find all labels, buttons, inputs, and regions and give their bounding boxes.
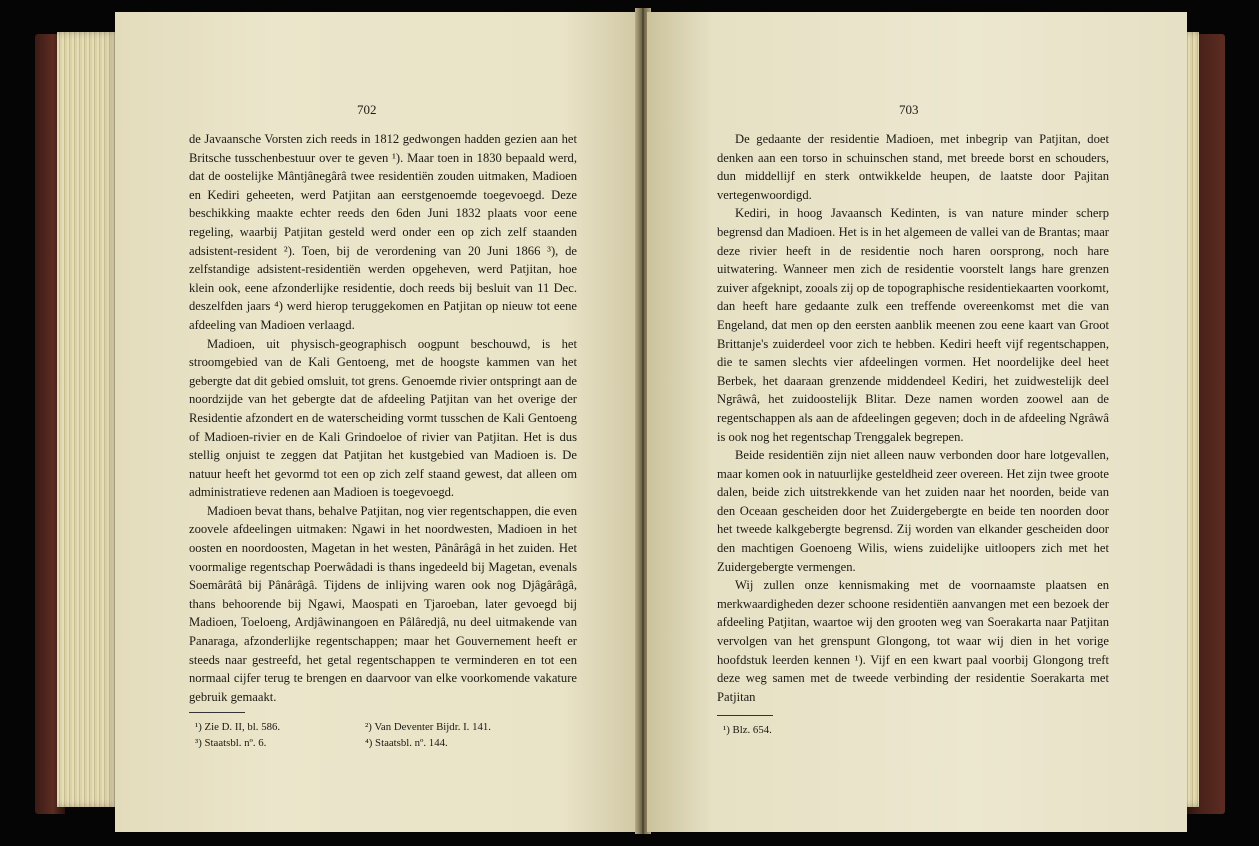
paragraph: De gedaante der residentie Madioen, met inbegrip van Patjitan, doet denken aan een torso in schuinschen stand, met breede borst en schouders, dun middellijf en sterk ontwikkelde heupen, de laatste door Pajitan vertegenwoordigd. [717,132,1109,202]
footnote-rule [189,712,245,713]
paragraph: Madioen, uit physisch-geographisch oogpunt beschouwd, is het stroomgebied van de Kali Gentoeng, met de hoogste kammen van het gebergte dat dit gebied omsluit, tot grens. Genoemde rivier ontspringt aan de noordzijde van het gebergte dat de afdeeling Patjitan van het overige der Residentie afzondert en de waterscheiding vormt tusschen de Kali Gentoeng of Madioen-rivier en de Kali Grindoeloe of rivier van Patjitan. Het is dus stellig onjuist te zeggen dat Patjitan het kustgebied van Madioen is. De natuur heeft het gevormd tot een op zich zelf staand gewest, dat alleen om administratieve redenen aan Madioen is toegevoegd. [189,336,577,500]
page-number: 703 [899,102,919,117]
footnote: ¹) Blz. 654. [723,724,772,736]
footnote: ³) Staatsbl. nº. 6. [195,737,267,749]
paragraph: Kediri, in hoog Javaansch Kedinten, is van nature minder scherp begrensd dan Madioen. Het is in het algemeen de vallei van de Brantas; maar deze rivier heeft in de residentie noch haren oorsprong, noch hare uitwatering. Wanneer men zich de residentie voorstelt langs hare grenzen zuiver afgeknipt, zooals zij op de topographische residentiekaarten voorkomt, dan heeft hare gedaante zulk een treffende overeenkomst met die van Engeland, dat men op den eersten aanblik meenen zou eene kaart van Groot Brittanje's zuiderdeel voor zich te hebben. Kediri heeft vijf regentschappen, die te samen slechts vier afdeelingen vormen. Het noordelijke deel heet Berbek, het daaraan grenzende middendeel Kediri, het zuidwestelijk deel Ngrâwâ, het zuidoostelijk Blitar. Deze namen worden zoowel aan de regentschappen als aan de afdeelingen gegeven; doch in de afdeeling Ngrâwâ is ook nog het regentschap Trenggalek begrepen. [717,206,1109,444]
page-number: 702 [357,102,377,117]
footnote: ⁴) Staatsbl. nº. 144. [365,737,448,749]
page-edges-left [57,32,119,807]
footnote: ¹) Zie D. II, bl. 586. [195,721,281,733]
right-page [647,12,1187,832]
body-text [189,130,577,706]
paragraph: Beide residentiën zijn niet alleen nauw verbonden door hare lotgevallen, maar komen ook in natuurlijke gesteldheid zeer overeen. Het zijn twee groote dalen, beide zich uitstrekkende van het zuiden naar het noorden, beide van den Oceaan gescheiden door het Zuidergebergte en beide ten noorden door het tweede kalkgebergte begrensd. Zij worden van elkander gescheiden door den machtigen Goenoeng Wilis, wiens zuidelijke uitloopers zich met het Zuidergebergte vermengen. [717,448,1109,574]
paragraph: Wij zullen onze kennismaking met de voornaamste plaatsen en merkwaardigheden dezer schoone residentiën aanvangen met een bezoek der afdeeling Patjitan, waartoe wij den grooten weg van Soerakarta naar Patjitan vervolgen van het grenspunt Glongong, tot waar wij dien in het vorige hoofdstuk leerden kennen ¹). Vijf en een kwart paal voorbij Glongong treft deze weg samen met de tweede verbinding der residentie Soerakarta met Patjitan [717,578,1109,704]
body-text [717,130,1109,706]
paragraph: Madioen bevat thans, behalve Patjitan, nog vier regentschappen, die even zoovele afdeelingen uitmaken: Ngawi in het noordwesten, Madioen in het oosten en noordoosten, Magetan in het westen, Pânârâgâ in het zuiden. Het voormalige regentschap Poerwâdadi is thans ingedeeld bij Magetan, evenals Soemârâtâ bij Pânârâgâ. Tijdens de inlijving waren ook nog Djâgârâgâ, thans behoorende bij Ngawi, Maospati en Tjaroeban, later gevoegd bij Madioen, Toeloeng, Ardjâwinangoen en Pâlâredjâ, nu deel uitmakende van Panaraga, afzonderlijke regentschappen; maar het Gouvernement heeft er steeds naar gestreefd, het getal regentschappen te verminderen en tot een normaal cijfer terug te brengen en daarvoor van elke voorkomende vakature gebruik gemaakt. [189,503,577,704]
open-book [35,4,1225,840]
footnote: ²) Van Deventer Bijdr. I. 141. [365,721,491,733]
paragraph: de Javaansche Vorsten zich reeds in 1812 gedwongen hadden gezien aan het Britsche tusschenbestuur over te geven ¹). Maar toen in 1830 bepaald werd, dat de oostelijke Mântjânegârâ twee residentiën zouden uitmaken, Madioen en Kediri geheeten, werd Patjitan aan eerstgenoemde toegevoegd. Deze beschikking maakte echter reeds den 6den Juni 1832 plaats voor eene regeling, waarbij Patjitan gesteld werd onder een op zich zelf staanden adsistent-resident ²). Toen, bij de verordening van 20 Juni 1866 ³), de zelfstandige adsistent-residentiën werden opgeheven, werd Patjitan, hoe klein ook, eene afzonderlijke residentie, doch reeds bij besluit van 11 Dec. deszelfden jaars ⁴) werd hierop teruggekomen en Patjitan op nieuw tot eene afdeeling van Madioen verlaagd. [189,132,577,332]
left-page [115,12,643,832]
footnote-rule [717,715,773,716]
